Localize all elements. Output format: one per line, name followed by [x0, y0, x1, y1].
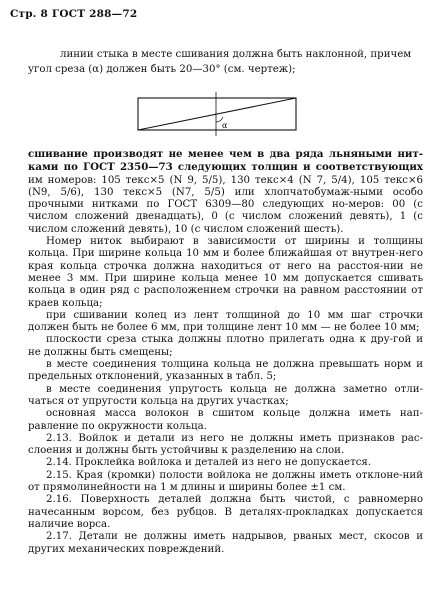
paragraph-text: в месте соединения упругость кольца не должна заметно отли-чаться от упругости кольца на других участках; — [28, 383, 423, 407]
paragraph-2 — [28, 236, 423, 310]
paragraph-text: 2.13. Войлок и детали из него не должны иметь признаков рас-слоения и должны быть устойчивы к разделению на слои. — [28, 432, 423, 457]
cut-line — [138, 98, 296, 130]
intro-text — [28, 48, 423, 77]
paragraph-12 — [28, 531, 423, 556]
paragraph-text: при сшивании колец из лент толщиной до 10 мм шаг строчки должен быть не более 6 мм, при толщине лент 10 мм — не более 10 мм; — [28, 309, 423, 334]
paragraph-10 — [28, 470, 423, 495]
paragraph-text: 2.16. Поверхность деталей должна быть чистой, с равномерно начесанным ворсом, без рубцов. В деталях-прокладках допускается наличие ворса. — [28, 494, 423, 530]
paragraph-4 — [28, 334, 423, 359]
paragraph-8 — [28, 433, 423, 458]
paragraph-5 — [28, 359, 423, 384]
document-body — [28, 148, 423, 556]
paragraph-3 — [28, 310, 423, 335]
paragraph-7 — [28, 408, 423, 433]
paragraph-bold-lead: сшивание производят не менее чем в два ряда льняными нит-ками по ГОСТ 2350—73 следующих толщин и соответствующих — [28, 148, 423, 174]
joint-cut-drawing — [132, 92, 302, 136]
paragraph-text: основная масса волокон в сшитом кольце должна иметь нап-равление по окружности кольца. — [28, 408, 423, 432]
paragraph-6 — [28, 384, 423, 409]
paragraph-text: 2.17. Детали не должны иметь надрывов, рваных мест, скосов и других механических повреждений. — [28, 531, 423, 555]
paragraph-text: плоскости среза стыка должны плотно прилегать одна к дру-гой и не должны быть смещены; — [28, 334, 423, 358]
page-header: Стр. 8 ГОСТ 288—72 — [10, 8, 138, 20]
paragraph-text: 2.15. Края (кромки) полости войлока не должны иметь отклоне-ний от прямолинейности на 1 м длины и ширины более ±1 см. — [28, 469, 423, 494]
paragraph-text: 2.14. Проклейка войлока и деталей из него не допускается. — [46, 457, 372, 469]
angle-label: α — [222, 121, 228, 130]
intro-line-1: линии стыка в месте сшивания должна быть наклонной, причем — [60, 49, 412, 60]
paragraph-text: им номеров: 105 текс×5 (N 9, 5/5), 130 текс×4 (N 7, 5/4), 105 текс×6 (N9, 5/6), 130 текс×5 (N7, 5/5) или хлопчатобумаж-ными особо прочными нитками по ГОСТ 6309—80 следующих но-меров: 00 (с числом сложений двенадцать), 0 (с числом сложений девять), 1 (с числом сложений девять), 10 (с числом сложений шесть). — [28, 174, 423, 235]
paragraph-text: Номер ниток выбирают в зависимости от ширины и толщины кольца. При ширине кольца 10 мм и более ближайшая от внутрен-него края кольца строчка должна находиться от него на расстоя-нии не менее 3 мм. При ширине кольца менее 10 мм допускается сшивать кольца в один ряд с расположением строчки на равном расстоянии от краев кольца; — [28, 236, 423, 309]
paragraph-11 — [28, 494, 423, 531]
paragraph-1 — [28, 148, 423, 236]
intro-line-2: угол среза (α) должен быть 20—30° (см. чертеж); — [28, 63, 296, 75]
paragraph-9 — [28, 457, 423, 469]
paragraph-text: в месте соединения толщина кольца не должна превышать норм и предельных отклонений, указанных в табл. 5; — [28, 359, 423, 383]
